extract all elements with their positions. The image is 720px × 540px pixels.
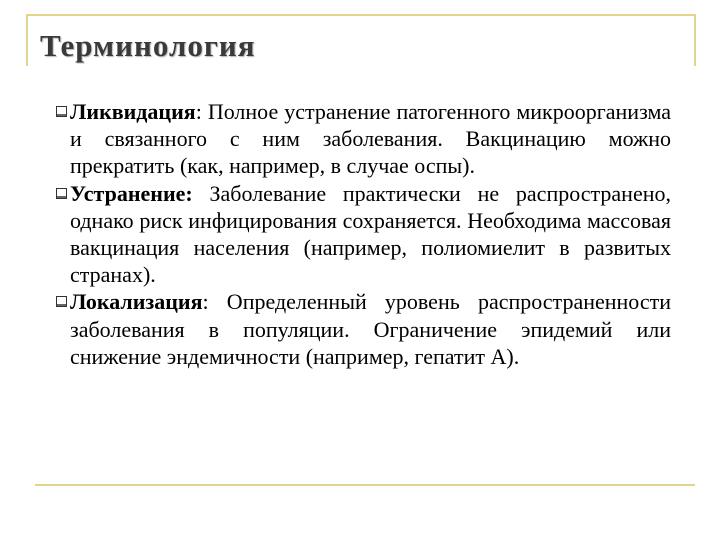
title-frame-right [694,14,696,66]
square-bullet-icon [56,106,67,117]
title-frame-top [26,14,696,16]
term-label: Локализация [70,289,203,315]
square-bullet-icon [56,296,67,307]
term-label: Ликвидация [70,99,196,124]
list-item-localization [46,288,671,370]
item-text [70,180,671,289]
item-text [70,288,671,370]
item-text [70,98,671,180]
term-colon: : [202,289,209,315]
term-definition: Определенный уровень распространенности заболевания в популяции. Ограничение эпидемий или снижение эндемичности (например, гепатит А). [70,289,671,369]
bottom-divider [35,484,695,486]
term-colon: : [195,99,202,124]
bullet-list [46,98,671,370]
slide-title: Терминология [40,28,256,63]
title-frame-left [26,14,28,66]
list-item-eradication [46,98,671,180]
square-bullet-icon [56,188,67,199]
term-definition: Заболевание практически не распространено, однако риск инфицирования сохраняется. Необходима массовая вакцинация населения (например, полиомиелит в развитых странах). [70,180,671,288]
term-label: Устранение: [70,180,193,206]
term-definition: Полное устранение патогенного микроорганизма и связанного с ним заболевания. Вакцинацию можно прекратить (как, например, в случае оспы). [70,99,671,179]
list-item-elimination [46,180,671,289]
